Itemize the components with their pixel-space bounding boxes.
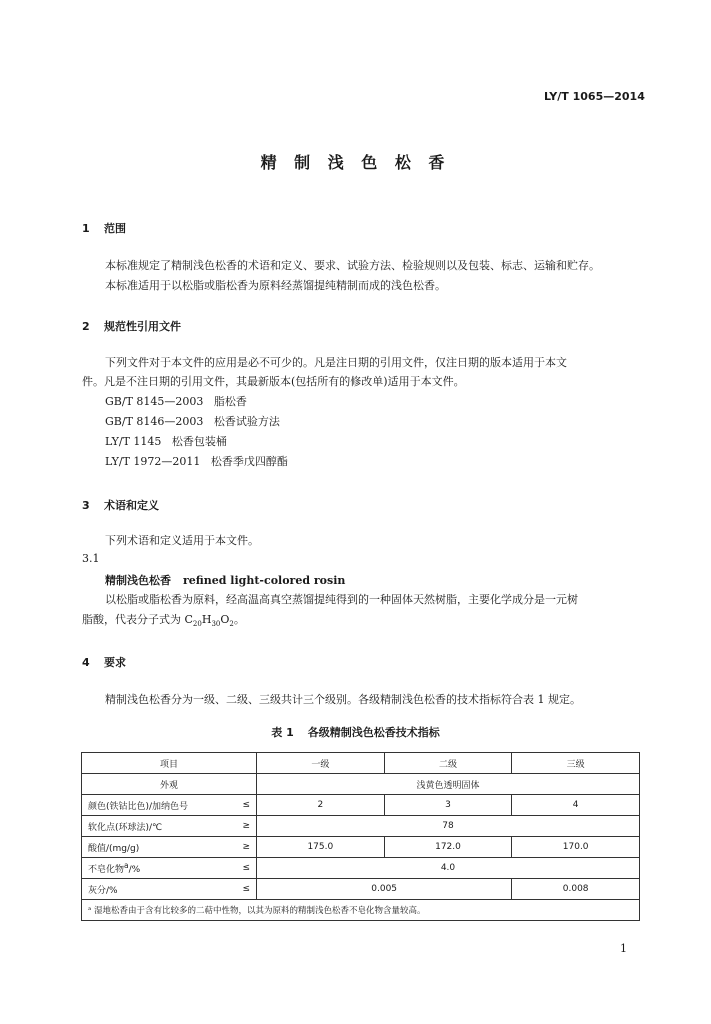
grade-3-value: 0.008: [512, 879, 640, 900]
section-3-heading: [82, 497, 159, 513]
spec-table: [81, 752, 640, 921]
table-caption: [0, 724, 711, 740]
formula-element: O: [220, 613, 230, 626]
row-value: 浅黄色透明固体: [257, 774, 640, 795]
table-row: [82, 858, 640, 879]
table-row: [82, 774, 640, 795]
table-row: [82, 837, 640, 858]
reference-title: 松香包装桶: [171, 435, 227, 448]
section-1-para-2: 本标准适用于以松脂或脂松香为原料经蒸馏提纯精制而成的浅色松香。: [105, 279, 446, 292]
section-2-para-line-1: 下列文件对于本文件的应用是必不可少的。凡是注日期的引用文件，仅注日期的版本适用于本文: [105, 356, 567, 369]
comparison-symbol: ≤: [226, 795, 257, 816]
section-number: 2: [82, 320, 90, 333]
header-grade-2: 二级: [384, 753, 512, 774]
reference-item: [105, 394, 247, 410]
row-label: 灰分/%: [82, 879, 227, 900]
definition-line-2: [82, 612, 245, 632]
section-number: 1: [82, 222, 90, 235]
header-grade-3: 三级: [512, 753, 640, 774]
grade-3-value: 4: [512, 795, 640, 816]
reference-code: LY/T 1972—2011: [105, 455, 201, 468]
comparison-symbol: ≤: [226, 858, 257, 879]
grade-1-value: 175.0: [257, 837, 385, 858]
grade-1-2-value: 0.005: [257, 879, 512, 900]
comparison-symbol: ≥: [226, 816, 257, 837]
section-number: 4: [82, 656, 90, 669]
footnote-marker: a: [124, 861, 129, 870]
reference-title: 松香季戊四醇酯: [210, 455, 288, 468]
standard-code: LY/T 1065—2014: [544, 90, 645, 103]
formula-element: H: [201, 613, 212, 626]
comparison-symbol: ≤: [226, 879, 257, 900]
row-label: [82, 858, 227, 879]
table-row: [82, 816, 640, 837]
section-title: 要求: [104, 656, 126, 669]
term-chinese: 精制浅色松香: [105, 574, 171, 587]
formula-subscript: 2: [229, 620, 234, 629]
definition-end: 。: [233, 613, 245, 626]
section-4-para-1: 精制浅色松香分为一级、二级、三级共计三个级别。各级精制浅色松香的技术指标符合表 1 规定。: [105, 693, 581, 706]
row-label: 酸值/(mg/g): [82, 837, 227, 858]
reference-code: GB/T 8145—2003: [105, 395, 204, 408]
reference-title: 脂松香: [213, 395, 247, 408]
definition-text: 脂酸，代表分子式为 C: [82, 613, 193, 626]
section-3-para-1: 下列术语和定义适用于本文件。: [105, 534, 259, 547]
row-label-unit: /%: [128, 865, 141, 875]
row-label-text: 不皂化物: [88, 865, 125, 875]
section-1-para-1: 本标准规定了精制浅色松香的术语和定义、要求、试验方法、检验规则以及包装、标志、运输和贮存。: [105, 259, 600, 272]
reference-code: LY/T 1145: [105, 435, 162, 448]
grade-2-value: 3: [384, 795, 512, 816]
table-title: 各级精制浅色松香技术指标: [307, 726, 440, 739]
section-title: 术语和定义: [104, 499, 159, 512]
reference-title: 松香试验方法: [213, 415, 280, 428]
reference-item: [105, 414, 280, 430]
reference-item: [105, 454, 288, 470]
table-header-row: [82, 753, 640, 774]
grade-2-value: 172.0: [384, 837, 512, 858]
row-label: 外观: [82, 774, 257, 795]
header-item: 项目: [82, 753, 257, 774]
table-row: [82, 879, 640, 900]
comparison-symbol: ≥: [226, 837, 257, 858]
document-title: 精 制 浅 色 松 香: [260, 153, 451, 172]
table-number: 表 1: [271, 726, 294, 739]
table-footnote-row: [82, 900, 640, 921]
row-value: 4.0: [257, 858, 640, 879]
reference-item: [105, 434, 227, 450]
section-title: 范围: [104, 222, 126, 235]
formula-subscript: 30: [211, 620, 221, 629]
row-value: 78: [257, 816, 640, 837]
term-english: refined light-colored rosin: [183, 574, 346, 587]
row-label: 颜色(铁钴比色)/加纳色号: [82, 795, 227, 816]
section-number: 3: [82, 499, 90, 512]
section-4-heading: [82, 654, 126, 670]
formula-subscript: 20: [192, 620, 202, 629]
page-number: 1: [620, 942, 627, 955]
table-row: [82, 795, 640, 816]
section-2-para-line-2: 件。凡是不注日期的引用文件，其最新版本(包括所有的修改单)适用于本文件。: [82, 375, 465, 388]
term-entry: [105, 572, 345, 588]
reference-code: GB/T 8146—2003: [105, 415, 204, 428]
header-grade-1: 一级: [257, 753, 385, 774]
section-1-heading: [82, 220, 126, 236]
section-2-heading: [82, 318, 181, 334]
row-label: 软化点(环球法)/℃: [82, 816, 227, 837]
section-title: 规范性引用文件: [104, 320, 181, 333]
subclause-number: 3.1: [82, 552, 100, 565]
table-footnote: ᵃ 湿地松香由于含有比较多的二萜中性物，以其为原料的精制浅色松香不皂化物含量较高。: [82, 900, 640, 921]
grade-1-value: 2: [257, 795, 385, 816]
definition-line-1: 以松脂或脂松香为原料，经高温高真空蒸馏提纯得到的一种固体天然树脂，主要化学成分是一元树: [105, 593, 578, 606]
grade-3-value: 170.0: [512, 837, 640, 858]
